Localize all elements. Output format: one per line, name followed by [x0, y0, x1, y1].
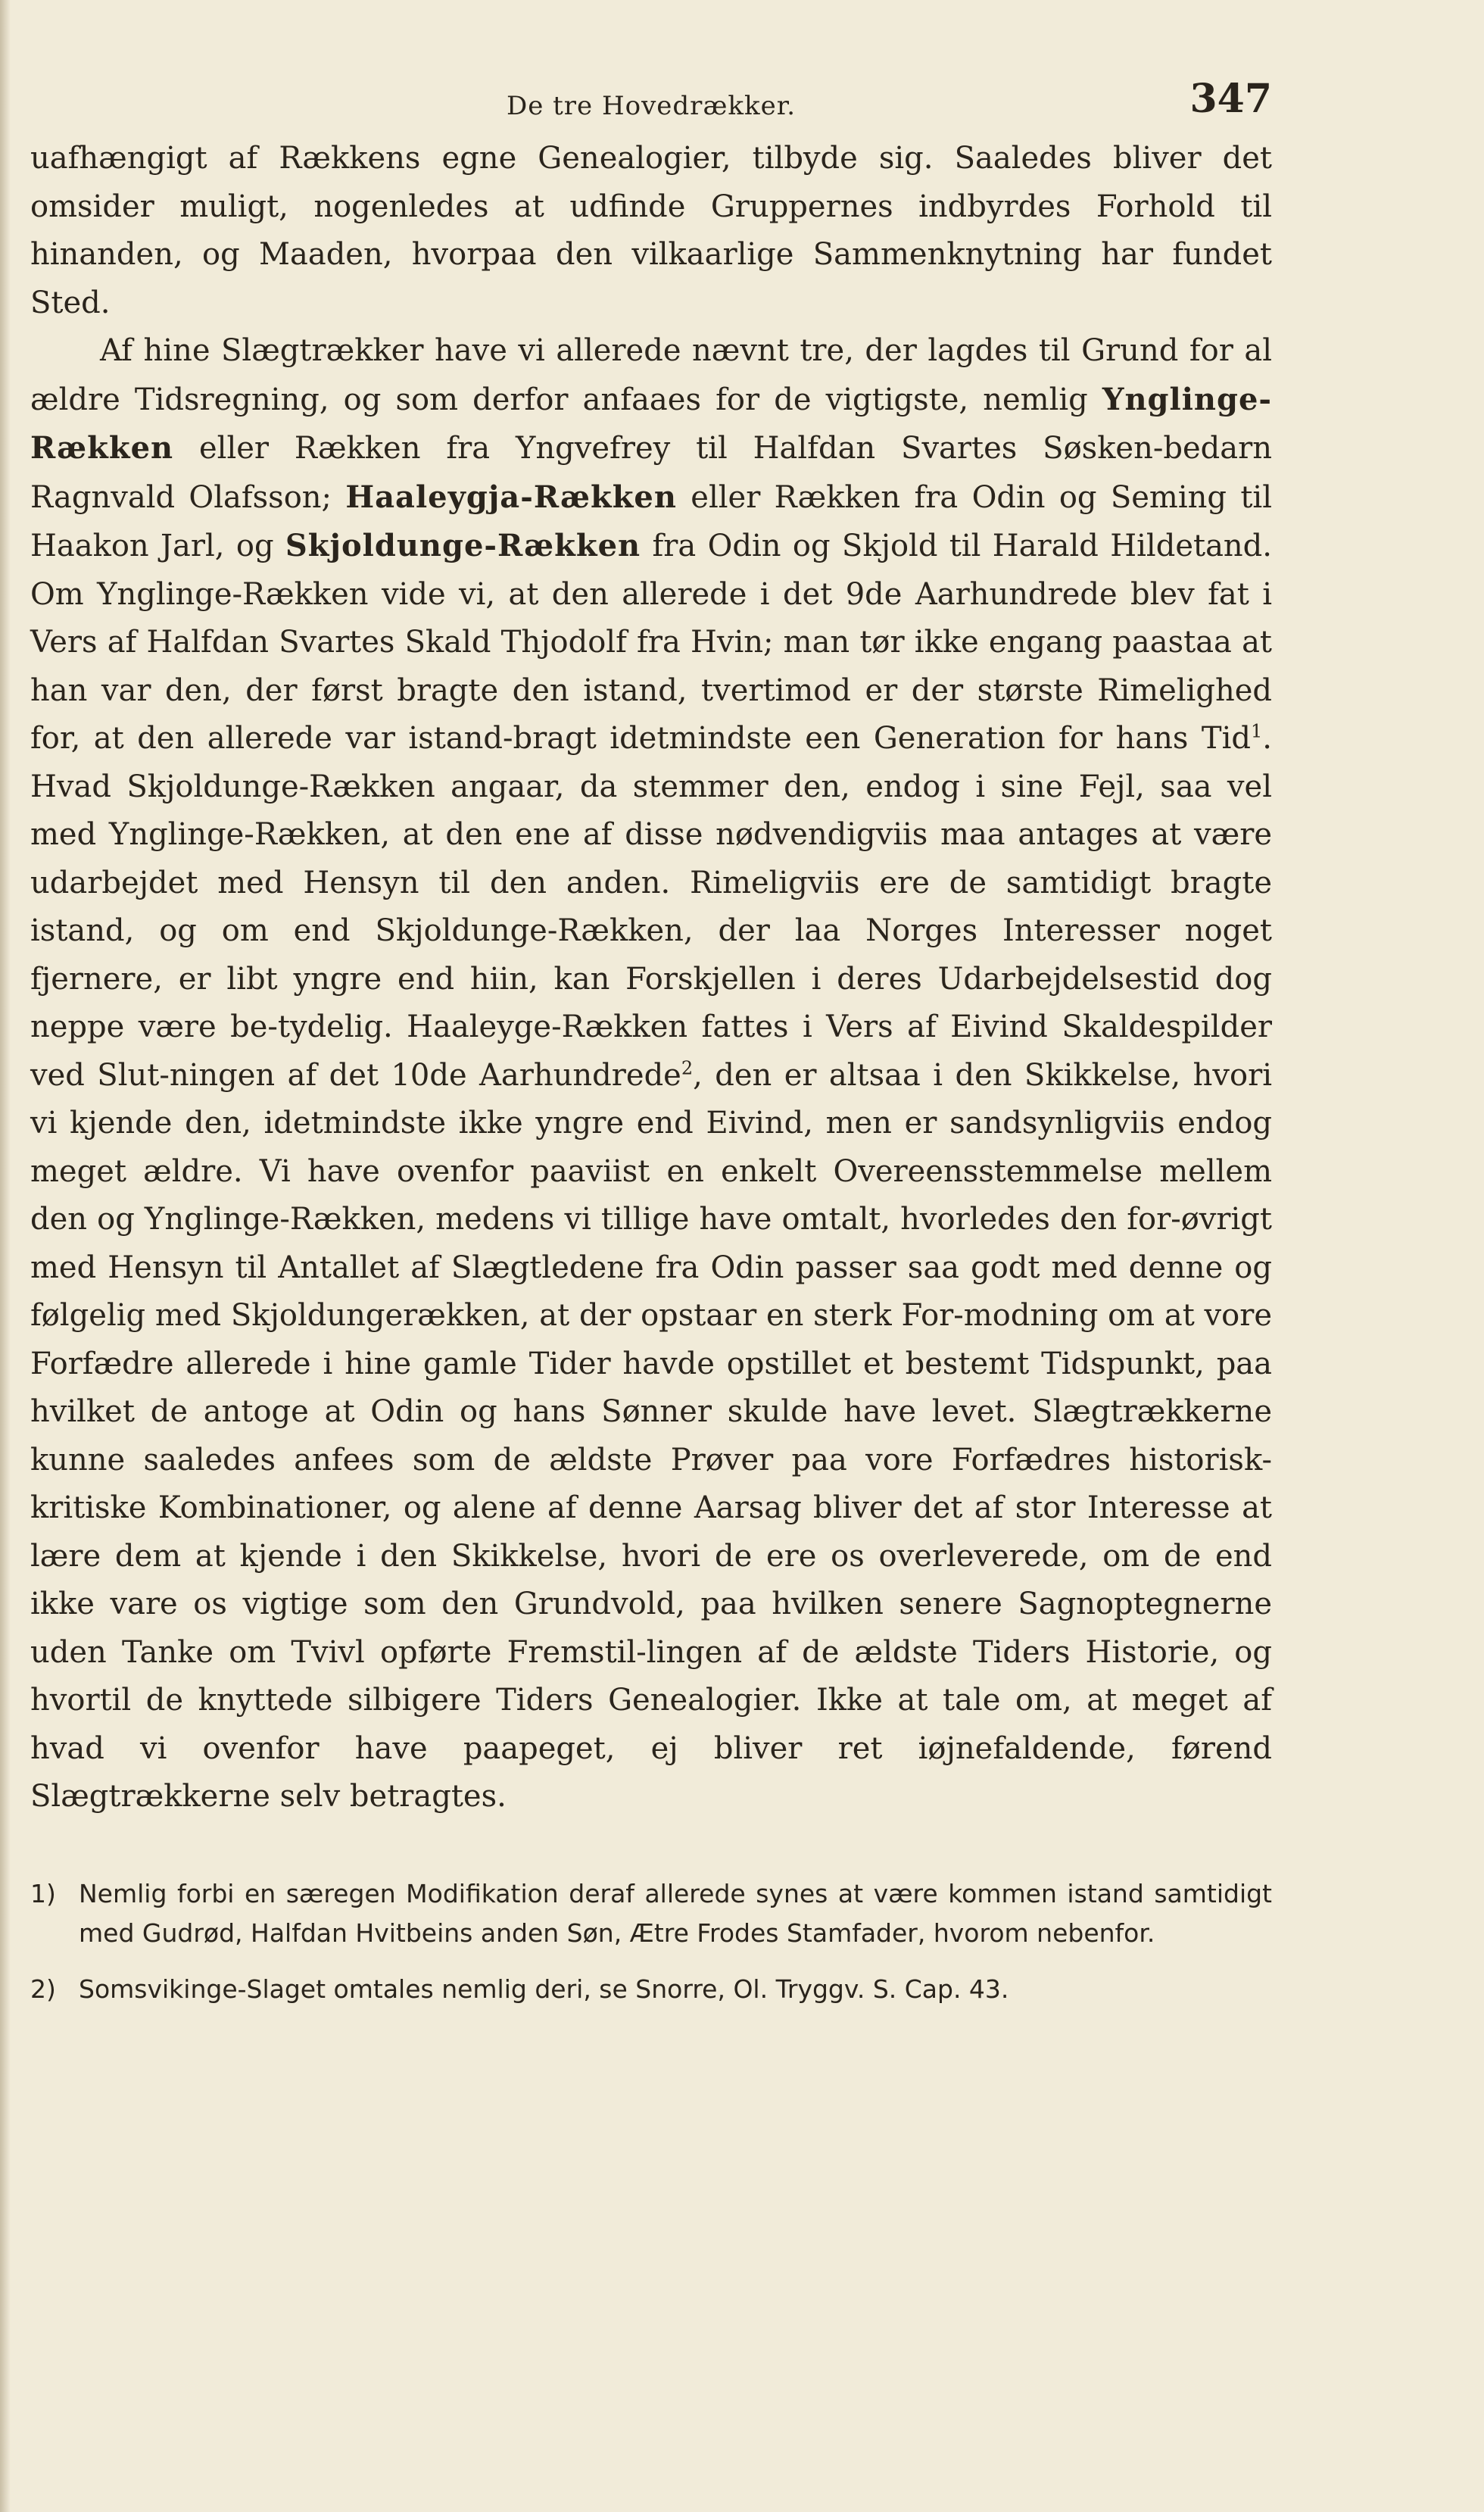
footnote-mark: 1): [30, 1878, 56, 1908]
footnote: [30, 1970, 1272, 2009]
page-number: 347: [1189, 76, 1272, 122]
haaleygja-raekken-term: Haaleygja-Rækken: [345, 479, 677, 515]
running-title: De tre Hovedrækker.: [506, 91, 797, 121]
paragraph-2-part-g: fra Odin og Skjold til Harald Hildetand. Om Ynglinge-Rækken vide vi, at den allerede i det 9de Aarhundrede blev fat i Vers af Halfdan Svartes Skald Thjodolf fra Hvin; man tør ikke engang paastaa at han var den, der først bragte den istand, tvertimod er der største Rimelighed for, at den allerede var istand-bragt idetmindste een Generation for hans Tid: [30, 529, 1272, 756]
page-header: [30, 76, 1272, 129]
skjoldunge-raekken-term: Skjoldunge-Rækken: [285, 528, 641, 563]
paragraph-2-part-c: eller Rækken fra Yngvefrey til Halfdan Svartes Søsken-bedarn Ragnvald Olafsson;: [30, 431, 1272, 515]
paragraph-2-part-h: . Hvad Skjoldunge-Rækken angaar, da stemmer den, endog i sine Fejl, saa vel med Ynglinge-Rækken, at den ene af disse nødvendigviis maa antages at være udarbejdet med Hensyn til den anden. Rimeligviis ere de samtidigt bragte istand, og om end Skjoldunge-Rækken, der laa Norges Interesser noget fjernere, er libt yngre end hiin, kan Forskjellen i deres Udarbejdelsestid dog neppe være be-tydelig. Haaleyge-Rækken fattes i Vers af Eivind Skaldespilder ved Slut-ningen af det 10de Aarhundrede: [30, 721, 1272, 1093]
paragraph-2-part-e: eller Rækken fra Odin og Seming til Haakon Jarl, og: [30, 479, 1272, 563]
footnotes: [30, 1874, 1272, 2009]
paragraph-2: [30, 327, 1272, 1821]
footnote-text: Nemlig forbi en særegen Modifikation deraf allerede synes at være kommen istand samtidigt med Gudrød, Halfdan Hvitbeins anden Søn, Ætre Frodes Stamfader, hvorom nebenfor.: [79, 1878, 1272, 1948]
footnote-mark: 2): [30, 1974, 56, 2004]
footnote-ref-2: 2: [681, 1057, 694, 1079]
book-page: [30, 76, 1272, 2026]
paragraph-1: uafhængigt af Rækkens egne Genealogier, tilbyde sig. Saaledes bliver det omsider muligt, nogenledes at udfinde Gruppernes indbyrdes Forhold til hinanden, og Maaden, hvorpaa den vilkaarlige Sammenknytning har fundet Sted.: [30, 141, 1272, 320]
ynglinge-raekken-term: Ynglinge-Rækken: [30, 381, 1272, 466]
paragraph-2-part-a: Af hine Slægtrækker have vi allerede nævnt tre, der lagdes til Grund for al ældre Tidsregning, og som derfor anfaaes for de vigtigste, nemlig: [30, 333, 1272, 417]
footnote-text: Somsvikinge-Slaget omtales nemlig deri, se Snorre, Ol. Tryggv. S. Cap. 43.: [79, 1974, 1009, 2004]
footnote-ref-1: 1: [1251, 720, 1263, 742]
body-text: [30, 135, 1272, 1821]
page-edge-shadow: [0, 0, 11, 2512]
paragraph-2-part-i: , den er altsaa i den Skikkelse, hvori vi kjende den, idetmindste ikke yngre end Eivind, men er sandsynligviis endog meget ældre. Vi have ovenfor paaviist en enkelt Overeensstemmelse mellem den og Ynglinge-Rækken, medens vi tillige have omtalt, hvorledes den for-øvrigt med Hensyn til Antallet af Slægtledene fra Odin passer saa godt med denne og følgelig med Skjoldungerækken, at der opstaar en sterk For-modning om at vore Forfædre allerede i hine gamle Tider havde opstillet et bestemt Tidspunkt, paa hvilket de antoge at Odin og hans Sønner skulde have levet. Slægtrækkerne kunne saaledes anfees som de ældste Prøver paa vore Forfædres historisk-kritiske Kombinationer, og alene af denne Aarsag bliver det af stor Interesse at lære dem at kjende i den Skikkelse, hvori de ere os overleverede, om de end ikke vare os vigtige som den Grundvold, paa hvilken senere Sagnoptegnerne uden Tanke om Tvivl opførte Fremstil-lingen af de ældste Tiders Historie, og hvortil de knyttede silbigere Tiders Genealogier. Ikke at tale om, at meget af hvad vi ovenfor have paapeget, ej bliver ret iøjnefaldende, førend Slægtrækkerne selv betragtes.: [30, 1057, 1272, 1814]
footnote: [30, 1874, 1272, 1953]
